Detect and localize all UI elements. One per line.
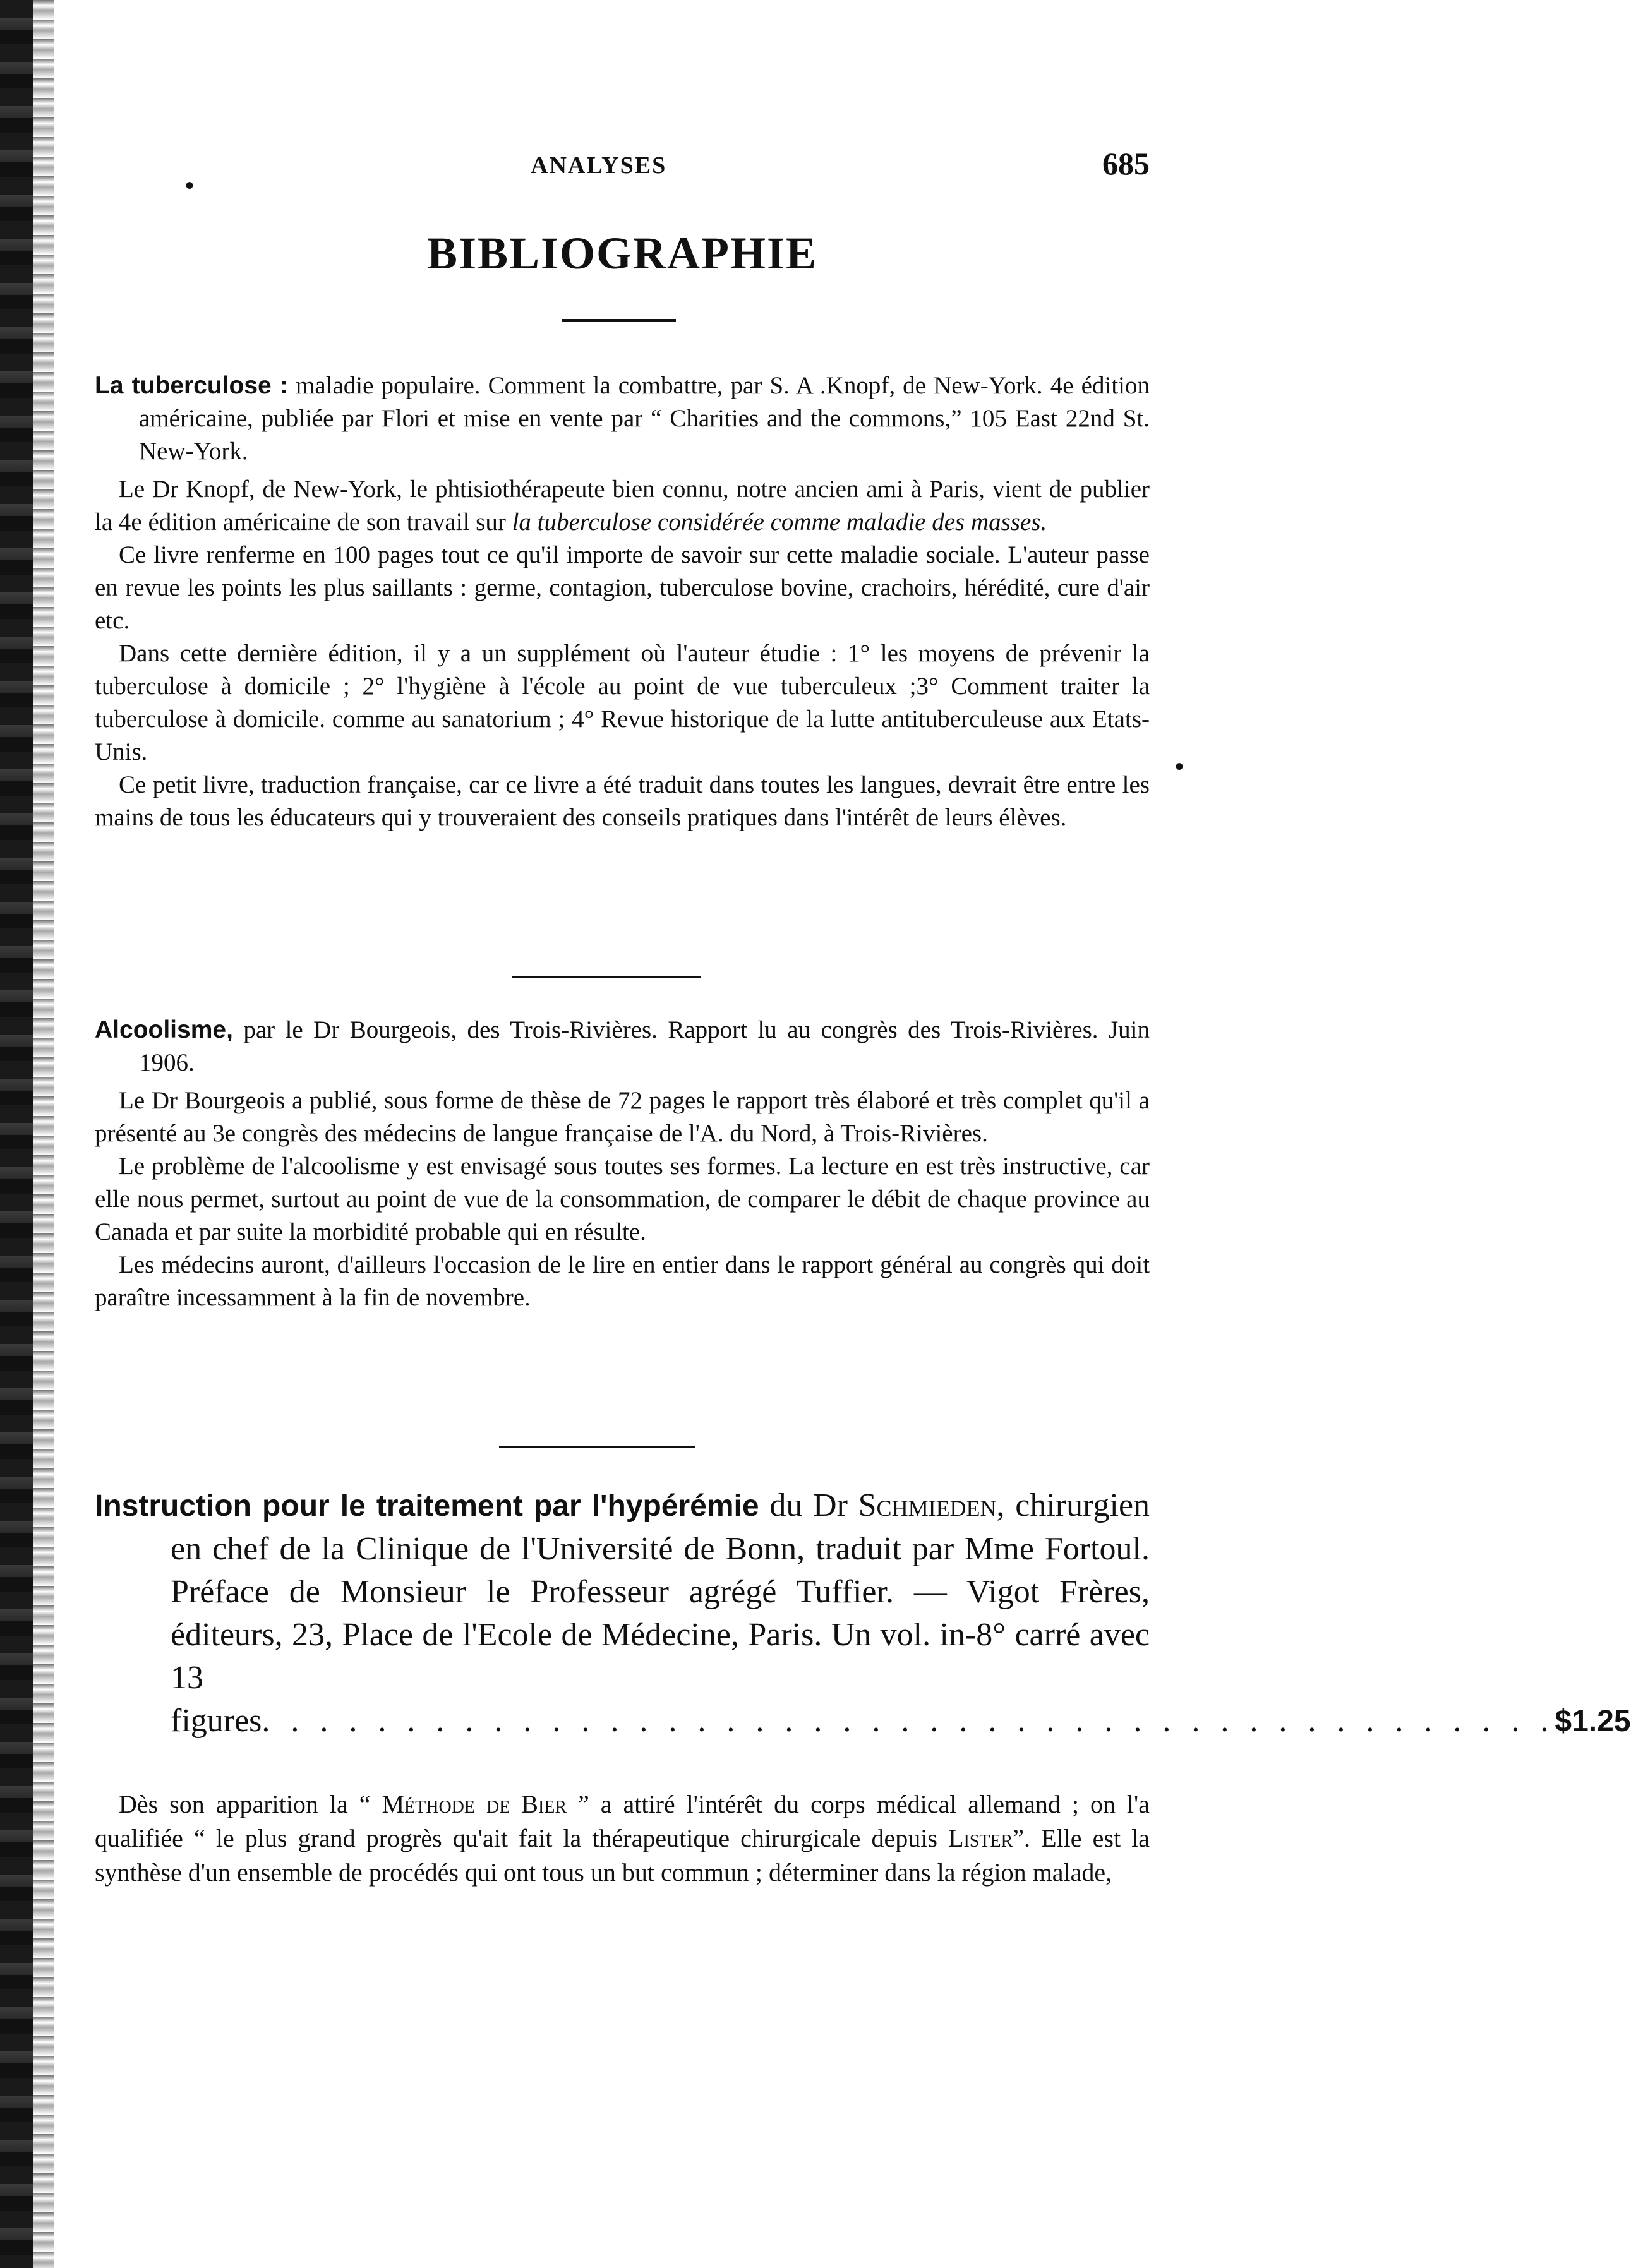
heading-rule <box>562 319 676 322</box>
review-paragraph: Ce livre renferme en 100 pages tout ce qu'il importe de savoir sur cette maladie sociale. L'auteur passe en revue les points les plus saillants : germe, contagion, tuberculose bovine, crachoirs, hérédité, cure d'air etc. <box>95 541 1150 634</box>
review-paragraph: Le Dr Knopf, de New-York, le phtisiothérapeute bien connu, notre ancien ami à Paris, vient de publier la 4e édition américaine de son travail sur la tuberculose considérée comme maladie des masses. <box>95 476 1150 536</box>
margin-bullet: • <box>1175 752 1184 781</box>
review-paragraph: Le problème de l'alcoolisme y est envisagé sous toutes ses formes. La lecture en est très instructive, car elle nous permet, surtout au point de vue de la consommation, de comparer le débit de chaque province au Canada et par suite la morbidité probable qui en résulte. <box>95 1153 1150 1245</box>
scanned-page-edge <box>0 0 33 2268</box>
person-name: Lister <box>948 1824 1013 1852</box>
review-title: Alcoolisme, <box>95 1016 233 1043</box>
review-citation-details: par le Dr Bourgeois, des Trois-Rivières. Rapport lu au congrès des Trois-Rivières. Juin 1906. <box>139 1016 1150 1076</box>
review-body <box>95 1787 1150 1890</box>
leader-dots: . . . . . . . . . . . . . . . . . . . . . . . . . . . . . . . . . . . . . . . . . . . . . <box>262 1703 1555 1739</box>
italic-title: la tuberculose considérée comme maladie des masses. <box>512 508 1047 536</box>
review-paragraph: Le Dr Bourgeois a publié, sous forme de thèse de 72 pages le rapport très élaboré et très complet qu'il a présenté au 3e congrès des médecins de langue française de l'A. du Nord, à Trois-Rivières. <box>95 1087 1150 1147</box>
review-tuberculose <box>95 369 1150 834</box>
price: $1.25 <box>1555 1705 1631 1738</box>
review-citation: Instruction pour le traitement par l'hypérémie du Dr Schmieden, chirurgien en chef de la Clinique de l'Université de Bonn, traduit par Mme Fortoul. Préface de Monsieur le Professeur agrégé Tuffier. — Vigot Frères, éditeurs, 23, Place de l'Ecole de Médecine, Paris. Un vol. in-8° carré avec 13 <box>95 1487 1150 1696</box>
review-title: La tuberculose : <box>95 372 288 399</box>
review-paragraph: Dès son apparition la “ Méthode de Bier ” a attiré l'intérêt du corps médical allemand ; on l'a qualifiée “ le plus grand progrès qu'ait fait la thérapeutique chirurgicale depuis Lister”. Elle est la synthèse d'un ensemble de procédés qui ont tous un but commun ; déterminer dans la région malade, <box>95 1790 1150 1887</box>
method-name: Méthode de Bier <box>382 1790 567 1818</box>
review-paragraph: Dans cette dernière édition, il y a un supplément où l'auteur étudie : 1° les moyens de prévenir la tuberculose à domicile ; 2° l'hygiène à l'école au point de vue tuberculeux ;3° Comment traiter la tuberculose à domicile. comme au sanatorium ; 4° Revue historique de la lutte antituberculeuse aux Etats-Unis. <box>95 640 1150 765</box>
page-number: 685 <box>1102 146 1150 181</box>
running-head <box>95 146 1150 189</box>
review-title: Instruction pour le traitement par l'hypérémie <box>95 1489 759 1523</box>
review-hyperemie <box>95 1484 1631 1743</box>
running-head-title: ANALYSES <box>531 152 667 179</box>
separator-rule <box>499 1446 695 1448</box>
review-citation-details: chirurgien en chef de la Clinique de l'Université de Bonn, traduit par Mme Fortoul. Préface de Monsieur le Professeur agrégé Tuffier. — Vigot Frères, éditeurs, 23, Place de l'Ecole de Médecine, Paris. Un vol. in-8° carré avec 13 <box>171 1487 1150 1696</box>
price-line: figures . . . . . . . . . . . . . . . . . . . . . . . . . . . . . . . . . . . . . . . . . . . . . $1.25 <box>95 1700 1150 1743</box>
margin-bullet: • <box>185 171 195 200</box>
review-paragraph: Les médecins auront, d'ailleurs l'occasion de le lire en entier dans le rapport général au congrès qui doit paraître incessamment à la fin de novembre. <box>95 1251 1150 1311</box>
section-heading: BIBLIOGRAPHIE <box>426 228 818 279</box>
separator-rule <box>512 976 701 978</box>
review-citation <box>95 1014 1150 1079</box>
review-alcoolisme <box>95 1014 1150 1314</box>
journal-page <box>95 0 1631 2268</box>
review-citation <box>95 369 1150 468</box>
review-paragraph: Ce petit livre, traduction française, car ce livre a été traduit dans toutes les langues, devrait être entre les mains de tous les éducateurs qui y trouveraient des conseils pratiques dans l'intérêt de leurs élèves. <box>95 771 1150 831</box>
review-citation-details: maladie populaire. Comment la combattre, par S. A .Knopf, de New-York. 4e édition américaine, publiée par Flori et mise en vente par “ Charities and the commons,” 105 East 22nd St. New-York. <box>139 372 1150 465</box>
author-name: Schmieden, <box>858 1487 1005 1523</box>
